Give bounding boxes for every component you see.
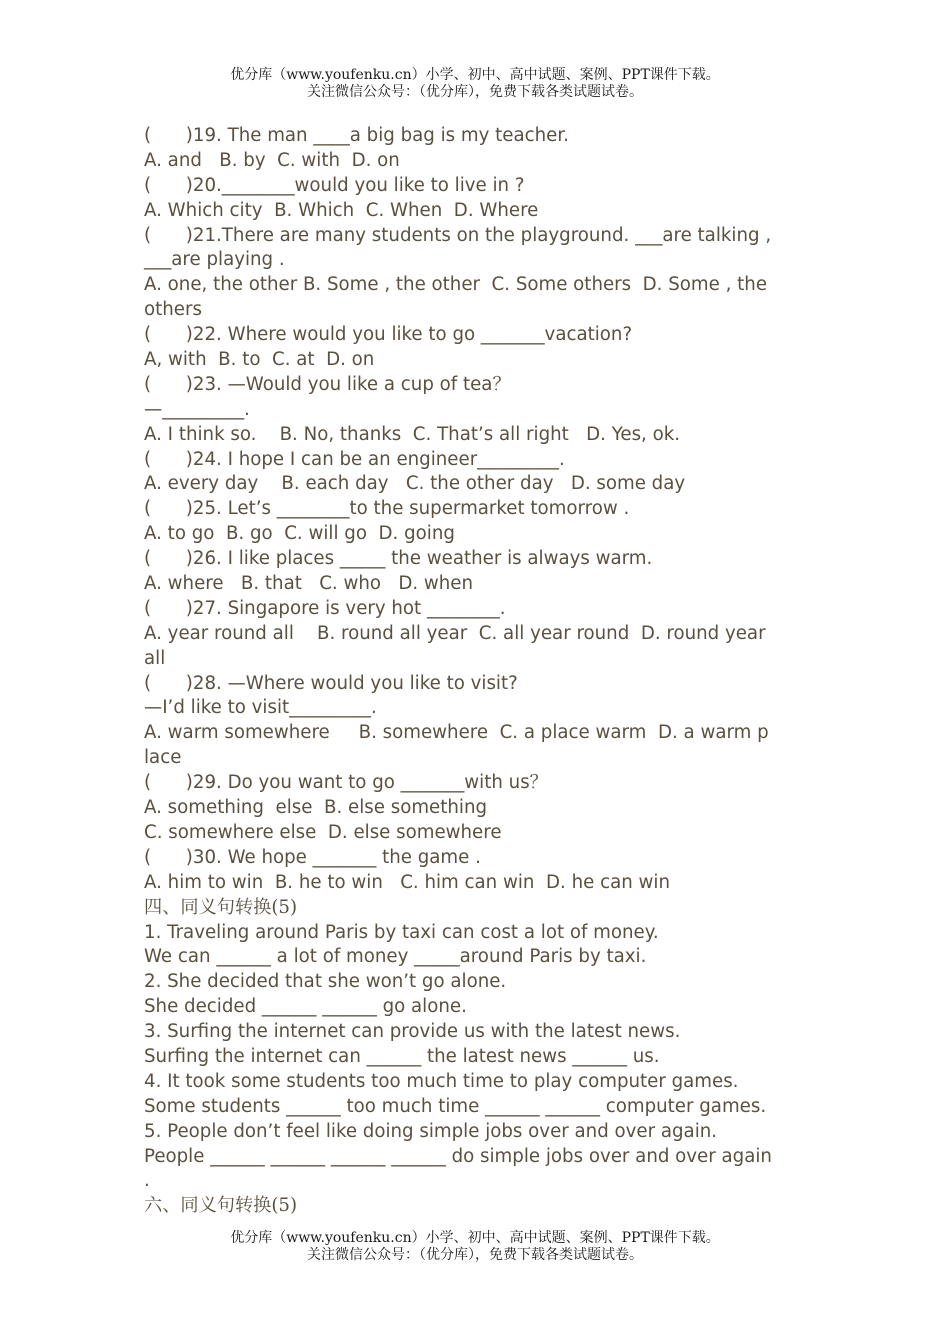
footer-line-1: 优分库（www.youfenku.cn）小学、初中、高中试题、案例、PPT课件下载。 [230, 1230, 720, 1246]
text-line: A. warm somewhere B. somewhere C. a place warm D. a warm p [144, 722, 769, 744]
text-line: She decided ______ ______ go alone. [144, 996, 467, 1018]
text-line: all [144, 647, 166, 669]
text-line: . [144, 1170, 150, 1192]
text-line: lace [144, 747, 182, 769]
text-line: 1. Traveling around Paris by taxi can cost a lot of money. [144, 921, 659, 943]
text-line: ___are playing . [144, 249, 285, 271]
text-line: ( )24. I hope I can be an engineer_________. [144, 448, 565, 470]
header-line-2: 关注微信公众号：（优分库），免费下载各类试题试卷。 [307, 84, 643, 100]
text-line: A. one, the other B. Some , the other C. Some others D. Some , the [144, 274, 768, 296]
page-footer [0, 1230, 950, 1264]
text-line: Some students ______ too much time ______ ______ computer games. [144, 1095, 767, 1117]
text-line: 2. She decided that she won’t go alone. [144, 971, 507, 993]
text-line: A. year round all B. round all year C. all year round D. round year [144, 622, 766, 644]
text-line: A. him to win B. he to win C. him can win D. he can win [144, 871, 670, 893]
text-line: We can ______ a lot of money _____around Paris by taxi. [144, 946, 647, 968]
text-line: A. every day B. each day C. the other day D. some day [144, 473, 686, 495]
header-line-1: 优分库（www.youfenku.cn）小学、初中、高中试题、案例、PPT课件下载。 [230, 67, 720, 83]
text-line: ( )30. We hope _______ the game . [144, 846, 481, 868]
text-line: 3. Surfing the internet can provide us with the latest news. [144, 1021, 681, 1043]
text-line: 4. It took some students too much time to play computer games. [144, 1070, 739, 1092]
text-line: ( )27. Singapore is very hot ________. [144, 597, 506, 619]
text-line: ( )23. —Would you like a cup of tea？ [144, 373, 511, 395]
text-line: A. to go B. go C. will go D. going [144, 523, 455, 545]
text-line: —I’d like to visit_________. [144, 697, 377, 719]
text-line: ( )22. Where would you like to go _______vacation? [144, 324, 633, 346]
text-line: ( )25. Let’s ________to the supermarket tomorrow . [144, 498, 630, 520]
text-line: ( )20.________would you like to live in ? [144, 174, 525, 196]
text-line: A. and B. by C. with D. on [144, 149, 400, 171]
footer-line-2: 关注微信公众号：（优分库），免费下载各类试题试卷。 [307, 1247, 643, 1263]
document-body [144, 124, 814, 1219]
text-line: Surfing the internet can ______ the latest news ______ us. [144, 1045, 660, 1067]
text-line: 5. People don’t feel like doing simple jobs over and over again. [144, 1120, 718, 1142]
text-line: A. Which city B. Which C. When D. Where [144, 199, 539, 221]
text-line: ( )28. —Where would you like to visit? [144, 672, 518, 694]
text-line: —_________. [144, 398, 250, 420]
text-line: People ______ ______ ______ ______ do simple jobs over and over again [144, 1145, 772, 1167]
text-line: A. where B. that C. who D. when [144, 573, 474, 595]
text-line: C. somewhere else D. else somewhere [144, 821, 502, 843]
page-header [0, 67, 950, 101]
text-line: ( )26. I like places _____ the weather is always warm. [144, 548, 653, 570]
text-line: ( )29. Do you want to go _______with us？ [144, 772, 548, 794]
section-heading: 四、同义句转换(5) [144, 896, 298, 918]
section-heading: 六、同义句转换(5) [144, 1195, 298, 1217]
text-line: others [144, 299, 202, 321]
text-line: A. something else B. else something [144, 797, 488, 819]
text-line: A, with B. to C. at D. on [144, 349, 375, 371]
text-line: A. I think so. B. No, thanks C. That’s all right D. Yes, ok. [144, 423, 681, 445]
text-line: ( )21.There are many students on the playground. ___are talking , [144, 224, 772, 246]
text-line: ( )19. The man ____a big bag is my teacher. [144, 125, 569, 146]
